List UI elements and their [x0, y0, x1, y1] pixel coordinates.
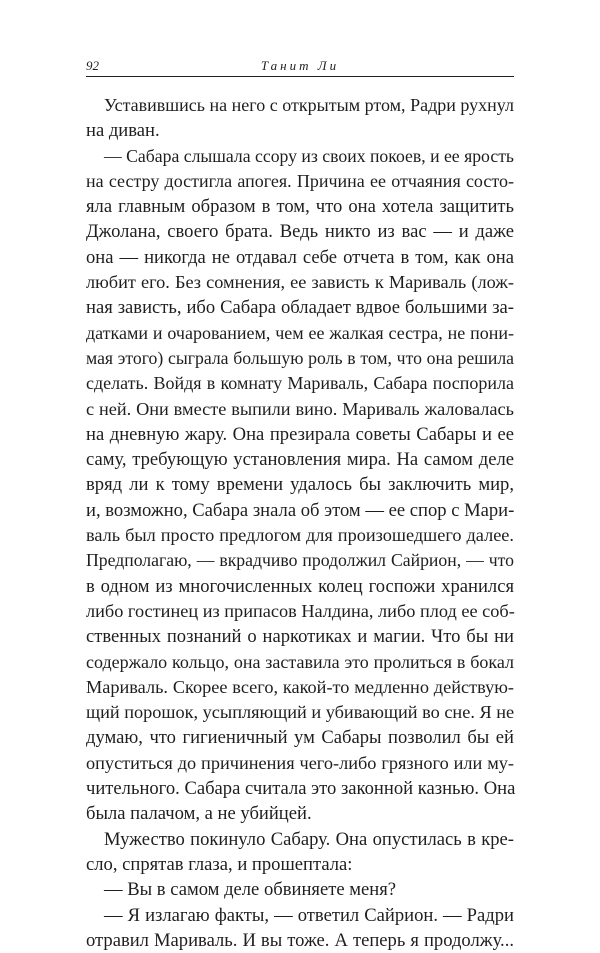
text-line: либо гостинец из припасов Налдина, либо плод ее соб- — [86, 600, 515, 621]
page-number: 92 — [86, 58, 99, 73]
text-line: мая этого) сыграла большую роль в том, что она решила — [86, 347, 514, 368]
text-line: любит его. Без сомнения, ее зависть к Мариваль (лож- — [86, 272, 514, 293]
text-line: Мариваль. Скорее всего, какой-то медленно действую- — [86, 676, 514, 697]
text-line: щий порошок, усыпляющий и убивающий во сне. Я не — [86, 702, 515, 723]
text-line: саму, требующую установления мира. На самом деле — [86, 449, 514, 471]
text-line: ственных познаний о наркотиках и магии. Что бы ни — [86, 626, 514, 648]
text-line: думаю, что гигиеничный ум Сабары позволил бы ей — [86, 727, 514, 749]
running-title: Танит Ли — [260, 58, 340, 73]
text-line: на сестру достигла апогея. Причина ее отчаяния состо- — [86, 170, 514, 191]
text-line: на диван. — [86, 120, 160, 142]
text-line: яла главным образом в том, что она хотела защитить — [86, 196, 514, 218]
text-line: с ней. Они вместе выпили вино. Мариваль жаловалась — [86, 398, 514, 419]
text-line: на дневную жару. Она презирала советы Сабары и ее — [86, 423, 514, 445]
text-line: она — никогда не отдавал себе отчета в том, как она — [86, 246, 514, 268]
text-line: в одном из многочисленных колец госпожи хранился — [86, 575, 514, 597]
body-text — [86, 93, 514, 953]
text-line: ная зависть, ибо Сабара обладает вдвое большими за- — [86, 297, 514, 319]
text-line: опуститься до причинения чего-либо грязного или му- — [86, 752, 514, 773]
text-line: содержало кольцо, она заставила это пролиться в бокал — [86, 651, 514, 672]
text-line: Мужество покинуло Сабару. Она опустилась в кре- — [104, 828, 514, 850]
running-header — [86, 54, 514, 77]
text-line: сло, спрятав глаза, и прошептала: — [86, 853, 353, 875]
text-line: была палачом, а не убийцей. — [86, 803, 312, 825]
text-line: Предполагаю, — вкрадчиво продолжил Сайрион, — что — [86, 550, 514, 571]
text-line: — Я излагаю факты, — ответил Сайрион. — Радри — [104, 904, 514, 926]
text-line: — Вы в самом деле обвиняете меня? — [104, 879, 397, 901]
text-line: датками и очарованием, чем ее жалкая сестра, не пони- — [86, 322, 514, 343]
text-line: отравил Мариваль. И вы тоже. А теперь я продолжу... — [86, 929, 514, 951]
text-line: вряд ли к тому времени удалось бы заключить мир, — [86, 474, 514, 496]
text-line: Джолана, своего брата. Ведь никто из вас — и даже — [86, 221, 514, 243]
text-line: Уставившись на него с открытым ртом, Радри рухнул — [104, 95, 514, 115]
text-line: валь был просто предлогом для произошедшего далее. — [86, 525, 514, 546]
text-line: сделать. Войдя в комнату Мариваль, Сабара поспорила — [86, 373, 514, 394]
text-line: чительного. Сабара считала это законной казнью. Она — [86, 778, 516, 800]
text-line: и, возможно, Сабара знала об этом — ее спор с Мари- — [86, 499, 515, 521]
text-line: — Сабара слышала ссору из своих покоев, и ее ярость — [104, 145, 514, 166]
